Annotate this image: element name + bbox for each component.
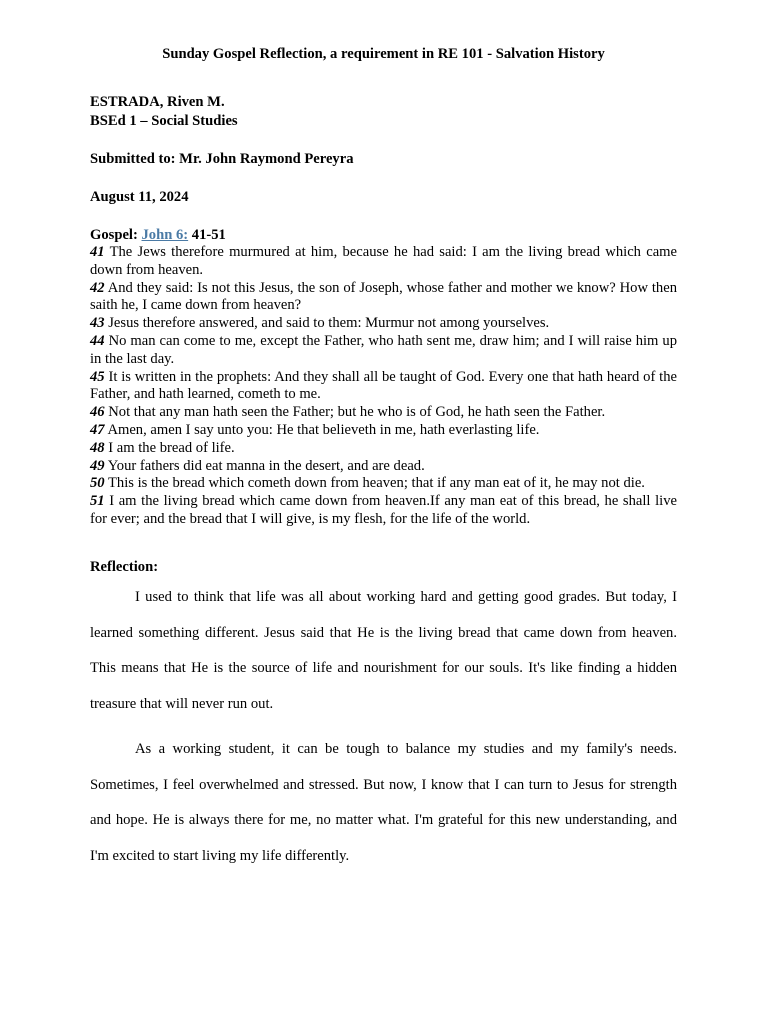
verse — [90, 493, 677, 529]
verse-number: 49 — [90, 457, 105, 474]
reflection-paragraph: I used to think that life was all about working hard and getting good grades. But today, I learned something different. Jesus said that He is the living bread that came down from heaven. This means that He is the source of life and nourishment for our souls. It's like finding a hidden treasure that will never run out. — [90, 589, 677, 712]
verse — [90, 280, 677, 316]
verse-text: It is written in the prophets: And they shall all be taught of God. Every one that hath heard of the Father, and hath learned, cometh to me. — [90, 368, 678, 403]
verse-number: 44 — [90, 332, 105, 349]
verse-text: Jesus therefore answered, and said to them: Murmur not among yourselves. — [108, 315, 550, 332]
verse-number: 50 — [90, 475, 105, 492]
verse-text: Amen, amen I say unto you: He that believeth in me, hath everlasting life. — [107, 421, 540, 438]
verse — [90, 369, 677, 405]
submission-date: August 11, 2024 — [90, 189, 189, 205]
reflection-paragraph: As a working student, it can be tough to balance my studies and my family's needs. Sometimes, I feel overwhelmed and stressed. But now, I know that I can turn to Jesus for strength and hope. He is always there for me, no matter what. I'm grateful for this new understanding, and I'm excited to start living my life differently. — [90, 741, 677, 864]
verse-text: This is the bread which cometh down from heaven; that if any man eat of it, he may not die. — [107, 475, 645, 492]
document-title: Sunday Gospel Reflection, a requirement in RE 101 - Salvation History — [162, 46, 605, 62]
verse — [90, 458, 677, 476]
gospel-range: 41-51 — [191, 227, 226, 243]
verse — [90, 315, 677, 333]
verse-text: I am the bread of life. — [108, 439, 235, 456]
verse — [90, 244, 677, 280]
gospel-verses — [90, 244, 677, 529]
verse-number: 43 — [90, 315, 105, 332]
student-name: ESTRADA, Riven M. — [90, 94, 225, 110]
gospel-link[interactable]: John 6: — [141, 227, 189, 243]
student-program: BSEd 1 – Social Studies — [90, 113, 238, 129]
verse-number: 47 — [90, 421, 105, 438]
verse-text: Your fathers did eat manna in the desert, and are dead. — [107, 457, 425, 474]
verse-number: 48 — [90, 439, 105, 456]
verse — [90, 422, 677, 440]
verse-text: And they said: Is not this Jesus, the son of Joseph, whose father and mother we know? How then saith he, I came down from heaven? — [90, 279, 678, 314]
verse-text: The Jews therefore murmured at him, because he had said: I am the living bread which came down from heaven. — [90, 244, 678, 278]
verse — [90, 440, 677, 458]
gospel-label: Gospel: — [90, 227, 138, 243]
verse-text: Not that any man hath seen the Father; but he who is of God, he hath seen the Father. — [108, 404, 606, 421]
verse-number: 46 — [90, 404, 105, 421]
verse-number: 51 — [90, 493, 105, 510]
verse-text: No man can come to me, except the Father, who hath sent me, draw him; and I will raise him up in the last day. — [90, 332, 677, 367]
verse — [90, 333, 677, 369]
verse — [90, 475, 677, 493]
verse-text: I am the living bread which came down from heaven.If any man eat of this bread, he shall live for ever; and the bread that I will give, is my flesh, for the life of the world. — [90, 493, 677, 527]
verse-number: 41 — [90, 244, 105, 260]
submitted-to: Submitted to: Mr. John Raymond Pereyra — [90, 151, 354, 167]
reflection-heading: Reflection: — [90, 559, 159, 575]
gospel-reference — [90, 226, 226, 245]
verse — [90, 404, 677, 422]
verse-number: 42 — [90, 279, 105, 296]
verse-number: 45 — [90, 368, 105, 385]
